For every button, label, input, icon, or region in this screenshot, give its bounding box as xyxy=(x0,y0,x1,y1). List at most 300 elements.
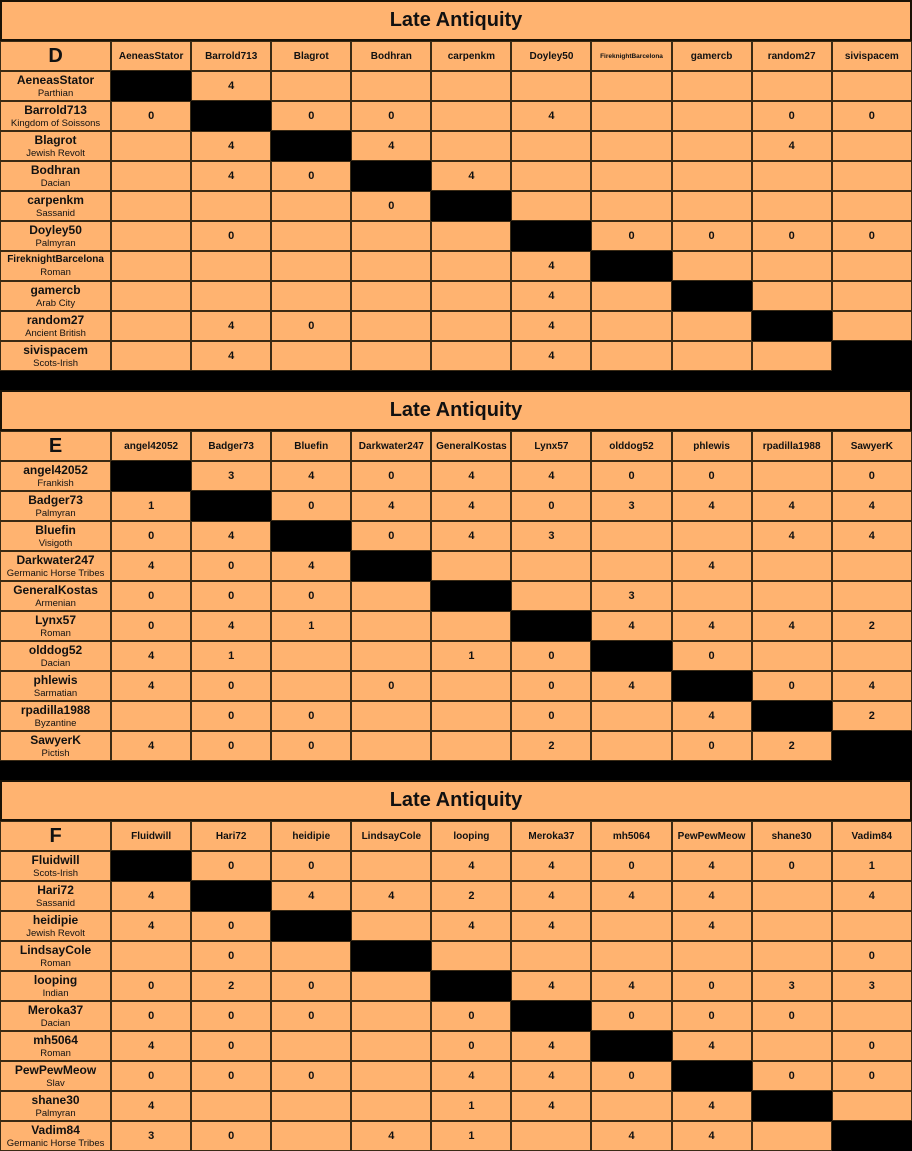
result-cell: 0 xyxy=(271,161,351,191)
result-cell: 0 xyxy=(752,851,832,881)
result-cell: 0 xyxy=(351,521,431,551)
result-cell xyxy=(752,941,832,971)
result-cell xyxy=(351,911,431,941)
row-header-player xyxy=(0,581,111,611)
table-row xyxy=(0,341,912,371)
player-faction: Ancient British xyxy=(25,328,86,340)
diagonal-cell xyxy=(191,881,271,911)
result-cell: 0 xyxy=(752,1001,832,1031)
player-faction: Sarmatian xyxy=(33,688,78,700)
result-cell: 0 xyxy=(191,731,271,761)
player-faction: Byzantine xyxy=(34,718,77,730)
diagonal-cell xyxy=(111,851,191,881)
result-cell xyxy=(511,71,591,101)
row-header-player xyxy=(0,911,111,941)
result-cell xyxy=(351,311,431,341)
table-row xyxy=(0,581,912,611)
row-header-player xyxy=(0,671,111,701)
row-header-player xyxy=(0,731,111,761)
result-cell: 4 xyxy=(111,731,191,761)
result-cell: 3 xyxy=(752,971,832,1001)
column-header-player: Fluidwill xyxy=(111,821,191,851)
result-cell xyxy=(271,671,351,701)
result-cell: 4 xyxy=(111,671,191,701)
result-cell: 0 xyxy=(672,1001,752,1031)
player-faction: Roman xyxy=(40,628,71,640)
player-faction: Palmyran xyxy=(35,1108,76,1120)
result-cell: 0 xyxy=(832,941,912,971)
row-header-player xyxy=(0,221,111,251)
result-cell: 0 xyxy=(111,971,191,1001)
result-cell xyxy=(591,281,671,311)
result-cell xyxy=(591,341,671,371)
result-cell: 4 xyxy=(511,281,591,311)
result-cell xyxy=(191,281,271,311)
table-row xyxy=(0,701,912,731)
table-row xyxy=(0,851,912,881)
result-cell: 0 xyxy=(832,221,912,251)
result-cell: 4 xyxy=(672,551,752,581)
result-cell xyxy=(271,191,351,221)
column-header-player: FireknightBarcelona xyxy=(591,41,671,71)
player-name: gamercb xyxy=(30,283,81,298)
result-cell: 4 xyxy=(511,1061,591,1091)
result-cell xyxy=(351,731,431,761)
result-cell xyxy=(351,641,431,671)
table-row xyxy=(0,71,912,101)
result-cell: 0 xyxy=(672,971,752,1001)
player-faction: Frankish xyxy=(37,478,74,490)
result-cell: 0 xyxy=(832,101,912,131)
result-cell: 0 xyxy=(832,1031,912,1061)
result-cell: 3 xyxy=(111,1121,191,1151)
result-cell: 4 xyxy=(431,1061,511,1091)
result-cell xyxy=(832,161,912,191)
result-cell: 0 xyxy=(271,731,351,761)
result-cell xyxy=(351,971,431,1001)
result-cell xyxy=(832,191,912,221)
player-faction: Roman xyxy=(40,267,71,279)
result-cell xyxy=(832,911,912,941)
table-row xyxy=(0,251,912,281)
result-cell: 0 xyxy=(271,491,351,521)
result-cell xyxy=(511,581,591,611)
result-cell: 0 xyxy=(672,641,752,671)
result-cell xyxy=(752,581,832,611)
player-faction: Palmyran xyxy=(35,238,76,250)
result-cell: 4 xyxy=(191,131,271,161)
result-cell xyxy=(832,71,912,101)
diagonal-cell xyxy=(832,1121,912,1151)
player-name: shane30 xyxy=(31,1093,80,1108)
result-cell: 4 xyxy=(351,1121,431,1151)
column-header-player: olddog52 xyxy=(591,431,671,461)
result-cell xyxy=(672,941,752,971)
result-cell xyxy=(832,251,912,281)
player-faction: Palmyran xyxy=(35,508,76,520)
player-name: FireknightBarcelona xyxy=(7,254,104,266)
result-cell xyxy=(672,341,752,371)
result-cell xyxy=(351,221,431,251)
result-cell: 4 xyxy=(271,881,351,911)
result-cell: 0 xyxy=(111,581,191,611)
player-name: rpadilla1988 xyxy=(20,703,91,718)
result-cell xyxy=(351,701,431,731)
diagonal-cell xyxy=(752,311,832,341)
row-header-player xyxy=(0,251,111,281)
player-faction: Armenian xyxy=(35,598,76,610)
result-cell xyxy=(511,191,591,221)
result-cell xyxy=(832,551,912,581)
result-cell: 4 xyxy=(672,881,752,911)
player-faction: Pictish xyxy=(41,748,70,760)
player-name: Badger73 xyxy=(28,493,83,508)
column-header-player: shane30 xyxy=(752,821,832,851)
row-header-player xyxy=(0,641,111,671)
table-row xyxy=(0,461,912,491)
result-cell xyxy=(832,131,912,161)
player-faction: Sassanid xyxy=(36,208,76,220)
result-cell: 1 xyxy=(191,641,271,671)
result-cell xyxy=(111,131,191,161)
results-grid xyxy=(0,390,912,761)
result-cell: 0 xyxy=(191,551,271,581)
column-header-player: heidipie xyxy=(271,821,351,851)
player-name: GeneralKostas xyxy=(13,583,98,598)
result-cell: 0 xyxy=(832,1061,912,1091)
result-cell: 0 xyxy=(271,701,351,731)
player-faction: Scots-Irish xyxy=(33,358,78,370)
row-header-player xyxy=(0,161,111,191)
result-cell xyxy=(591,71,671,101)
result-cell xyxy=(431,251,511,281)
result-cell xyxy=(752,461,832,491)
result-cell: 1 xyxy=(431,641,511,671)
result-cell: 4 xyxy=(511,101,591,131)
table-row xyxy=(0,221,912,251)
result-cell: 0 xyxy=(591,1001,671,1031)
result-cell xyxy=(271,1121,351,1151)
result-cell: 0 xyxy=(591,221,671,251)
diagonal-cell xyxy=(672,281,752,311)
result-cell: 0 xyxy=(271,101,351,131)
results-grid xyxy=(0,0,912,371)
player-name: Vadim84 xyxy=(31,1123,80,1138)
result-cell xyxy=(271,71,351,101)
result-cell xyxy=(351,611,431,641)
column-header-player: PewPewMeow xyxy=(672,821,752,851)
column-header-player: AeneasStator xyxy=(111,41,191,71)
group-label: E xyxy=(0,431,111,461)
result-cell: 4 xyxy=(111,911,191,941)
result-cell: 0 xyxy=(511,641,591,671)
player-name: olddog52 xyxy=(28,643,83,658)
result-cell: 4 xyxy=(672,491,752,521)
result-cell xyxy=(191,1091,271,1121)
column-header-player: sivispacem xyxy=(832,41,912,71)
column-header-player: phlewis xyxy=(672,431,752,461)
column-header-player: Vadim84 xyxy=(832,821,912,851)
player-faction: Dacian xyxy=(40,1018,71,1030)
result-cell: 4 xyxy=(351,491,431,521)
result-cell xyxy=(431,731,511,761)
column-header-player: Hari72 xyxy=(191,821,271,851)
result-cell: 0 xyxy=(271,581,351,611)
player-name: Bluefin xyxy=(35,523,76,538)
result-cell: 0 xyxy=(191,1001,271,1031)
player-name: Lynx57 xyxy=(35,613,76,628)
table-row xyxy=(0,551,912,581)
result-cell: 4 xyxy=(591,611,671,641)
result-cell: 1 xyxy=(111,491,191,521)
player-name: AeneasStator xyxy=(16,73,95,88)
result-cell xyxy=(271,221,351,251)
result-cell xyxy=(271,641,351,671)
result-cell xyxy=(111,221,191,251)
row-header-player xyxy=(0,881,111,911)
table-row xyxy=(0,611,912,641)
row-header-player xyxy=(0,1091,111,1121)
table-row xyxy=(0,101,912,131)
row-header-player xyxy=(0,1121,111,1151)
result-cell: 0 xyxy=(111,1061,191,1091)
result-cell: 4 xyxy=(752,131,832,161)
group-title: Late Antiquity xyxy=(0,390,912,431)
result-cell: 2 xyxy=(431,881,511,911)
result-cell: 0 xyxy=(191,701,271,731)
result-cell: 0 xyxy=(191,851,271,881)
player-faction: Jewish Revolt xyxy=(26,928,85,940)
result-cell: 0 xyxy=(431,1031,511,1061)
result-cell: 4 xyxy=(752,611,832,641)
result-cell xyxy=(431,221,511,251)
result-cell: 4 xyxy=(672,701,752,731)
result-cell xyxy=(351,1091,431,1121)
result-cell xyxy=(111,341,191,371)
result-cell xyxy=(351,581,431,611)
column-header-player: Lynx57 xyxy=(511,431,591,461)
result-cell: 0 xyxy=(191,671,271,701)
result-cell xyxy=(511,941,591,971)
diagonal-cell xyxy=(271,521,351,551)
result-cell: 4 xyxy=(271,461,351,491)
table-row xyxy=(0,161,912,191)
result-cell: 1 xyxy=(431,1121,511,1151)
result-cell: 4 xyxy=(111,881,191,911)
result-cell: 4 xyxy=(672,1091,752,1121)
result-cell: 4 xyxy=(191,611,271,641)
result-cell xyxy=(591,131,671,161)
result-cell: 0 xyxy=(111,521,191,551)
table-row xyxy=(0,491,912,521)
result-cell xyxy=(431,311,511,341)
result-cell xyxy=(672,251,752,281)
result-cell: 4 xyxy=(591,971,671,1001)
section-divider xyxy=(0,371,912,390)
result-cell: 0 xyxy=(591,461,671,491)
result-cell xyxy=(191,191,271,221)
result-cell xyxy=(271,341,351,371)
result-cell xyxy=(591,101,671,131)
result-cell: 0 xyxy=(351,671,431,701)
result-cell xyxy=(752,911,832,941)
result-cell: 0 xyxy=(752,101,832,131)
result-cell: 1 xyxy=(271,611,351,641)
group-e-section xyxy=(0,390,912,761)
result-cell xyxy=(832,1091,912,1121)
player-faction: Jewish Revolt xyxy=(26,148,85,160)
result-cell: 4 xyxy=(431,851,511,881)
result-cell: 0 xyxy=(672,461,752,491)
player-faction: Sassanid xyxy=(36,898,76,910)
player-name: looping xyxy=(33,973,78,988)
result-cell xyxy=(832,311,912,341)
result-cell: 4 xyxy=(511,1031,591,1061)
diagonal-cell xyxy=(191,101,271,131)
row-header-player xyxy=(0,131,111,161)
result-cell: 4 xyxy=(111,1031,191,1061)
player-faction: Dacian xyxy=(40,178,71,190)
diagonal-cell xyxy=(591,1031,671,1061)
player-name: Darkwater247 xyxy=(16,553,95,568)
table-row xyxy=(0,311,912,341)
result-cell: 4 xyxy=(672,1121,752,1151)
table-row xyxy=(0,971,912,1001)
column-header-player: Meroka37 xyxy=(511,821,591,851)
result-cell: 4 xyxy=(511,971,591,1001)
column-header-player: angel42052 xyxy=(111,431,191,461)
diagonal-cell xyxy=(431,581,511,611)
player-name: Fluidwill xyxy=(31,853,80,868)
result-cell xyxy=(752,1121,832,1151)
table-row xyxy=(0,731,912,761)
table-row xyxy=(0,881,912,911)
player-name: sivispacem xyxy=(23,343,88,358)
result-cell: 0 xyxy=(271,851,351,881)
column-header-player: looping xyxy=(431,821,511,851)
result-cell: 0 xyxy=(271,1061,351,1091)
result-cell: 0 xyxy=(431,1001,511,1031)
row-header-player xyxy=(0,611,111,641)
group-title: Late Antiquity xyxy=(0,0,912,41)
result-cell xyxy=(591,701,671,731)
result-cell xyxy=(111,191,191,221)
result-cell: 4 xyxy=(832,881,912,911)
header-row xyxy=(0,41,912,71)
player-name: phlewis xyxy=(33,673,78,688)
diagonal-cell xyxy=(351,551,431,581)
player-faction: Germanic Horse Tribes xyxy=(6,568,105,580)
table-row xyxy=(0,131,912,161)
result-cell xyxy=(271,1031,351,1061)
result-cell xyxy=(111,311,191,341)
diagonal-cell xyxy=(431,191,511,221)
result-cell: 4 xyxy=(271,551,351,581)
table-row xyxy=(0,941,912,971)
result-cell: 4 xyxy=(511,251,591,281)
result-cell xyxy=(351,1061,431,1091)
row-header-player xyxy=(0,191,111,221)
result-cell: 4 xyxy=(832,491,912,521)
player-name: heidipie xyxy=(32,913,79,928)
column-header-player: SawyerK xyxy=(832,431,912,461)
result-cell xyxy=(351,251,431,281)
result-cell: 0 xyxy=(351,101,431,131)
result-cell: 1 xyxy=(832,851,912,881)
diagonal-cell xyxy=(351,941,431,971)
result-cell xyxy=(752,551,832,581)
header-row xyxy=(0,431,912,461)
result-cell xyxy=(351,281,431,311)
result-cell xyxy=(111,941,191,971)
player-faction: Scots-Irish xyxy=(33,868,78,880)
column-header-player: Doyley50 xyxy=(511,41,591,71)
result-cell: 4 xyxy=(672,611,752,641)
result-cell: 4 xyxy=(511,881,591,911)
result-cell: 0 xyxy=(191,581,271,611)
diagonal-cell xyxy=(752,701,832,731)
table-row xyxy=(0,641,912,671)
result-cell: 4 xyxy=(672,1031,752,1061)
result-cell xyxy=(832,581,912,611)
result-cell: 4 xyxy=(191,71,271,101)
result-cell: 4 xyxy=(191,341,271,371)
result-cell xyxy=(672,101,752,131)
table-row xyxy=(0,1061,912,1091)
player-name: Hari72 xyxy=(37,883,74,898)
result-cell xyxy=(351,341,431,371)
result-cell: 0 xyxy=(191,911,271,941)
group-label: F xyxy=(0,821,111,851)
result-cell: 0 xyxy=(591,1061,671,1091)
player-faction: Kingdom of Soissons xyxy=(10,118,101,130)
player-name: Bodhran xyxy=(30,163,81,178)
result-cell: 4 xyxy=(191,311,271,341)
result-cell: 4 xyxy=(431,911,511,941)
result-cell: 4 xyxy=(351,131,431,161)
player-name: LindsayCole xyxy=(19,943,92,958)
result-cell: 4 xyxy=(511,341,591,371)
result-cell: 4 xyxy=(511,851,591,881)
player-name: Doyley50 xyxy=(29,223,82,238)
result-cell: 0 xyxy=(191,221,271,251)
result-cell xyxy=(591,941,671,971)
row-header-player xyxy=(0,71,111,101)
result-cell: 3 xyxy=(591,491,671,521)
result-cell xyxy=(351,1031,431,1061)
result-cell: 4 xyxy=(511,911,591,941)
result-cell: 4 xyxy=(672,911,752,941)
result-cell xyxy=(511,551,591,581)
result-cell: 4 xyxy=(431,521,511,551)
row-header-player xyxy=(0,1061,111,1091)
result-cell: 4 xyxy=(191,521,271,551)
result-cell xyxy=(351,1001,431,1031)
result-cell xyxy=(431,671,511,701)
result-cell xyxy=(832,281,912,311)
table-row xyxy=(0,911,912,941)
results-grid xyxy=(0,780,912,1151)
player-faction: Roman xyxy=(40,958,71,970)
result-cell: 3 xyxy=(832,971,912,1001)
result-cell: 4 xyxy=(511,311,591,341)
group-d-section xyxy=(0,0,912,371)
result-cell: 3 xyxy=(191,461,271,491)
result-cell: 4 xyxy=(832,671,912,701)
player-name: mh5064 xyxy=(33,1033,78,1048)
result-cell xyxy=(672,161,752,191)
result-cell: 4 xyxy=(752,491,832,521)
